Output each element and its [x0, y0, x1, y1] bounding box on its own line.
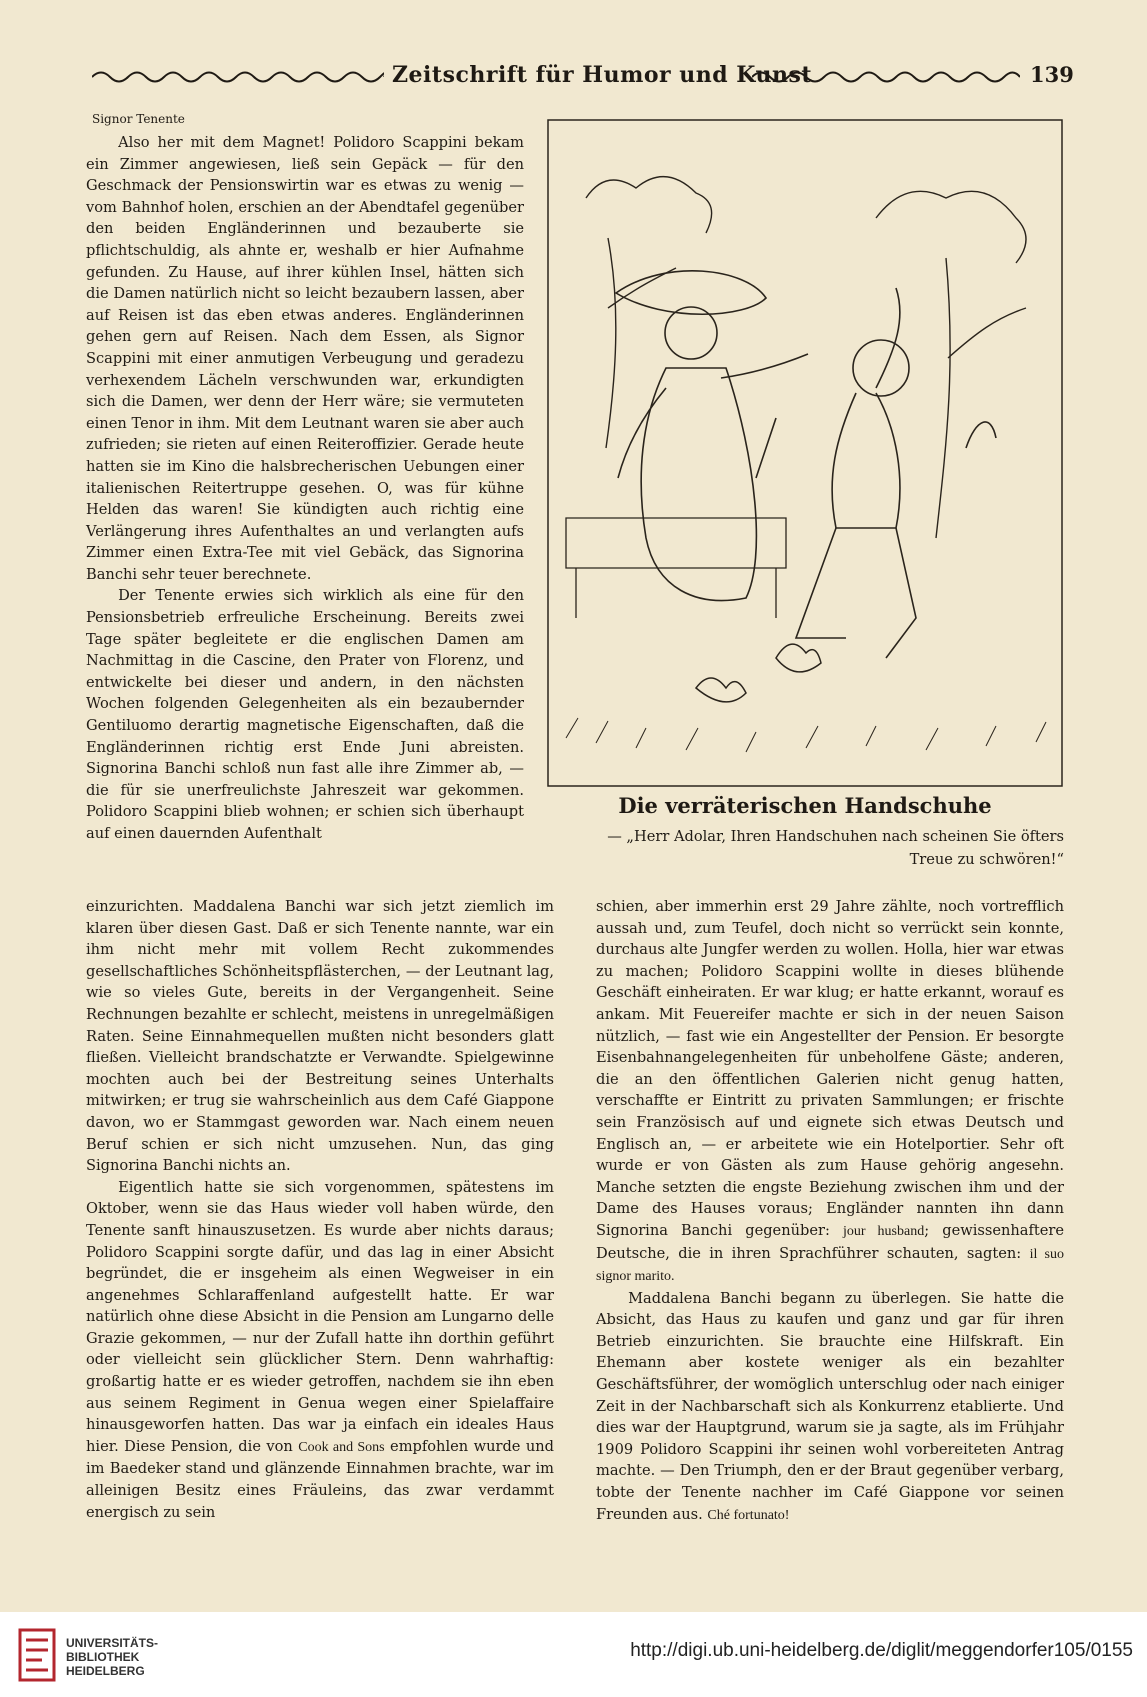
text-column-lower-right	[596, 896, 1064, 1526]
gloves-on-ground	[696, 644, 821, 702]
paragraph	[596, 896, 1064, 1288]
library-logo-icon	[14, 1626, 60, 1684]
grass-hatching	[566, 718, 1046, 752]
latin-phrase: Cook and Sons	[298, 1439, 385, 1455]
paragraph: einzurichten. Maddalena Banchi war sich jetzt ziemlich im klaren über diesen Gast. Daß er sich Tenente nannte, war ein ihm nicht mehr mit vollem Recht zukommendes gesellschaftliches Schönheitspflästerchen, — der Leutnant lag, wie so vieles Gute, bereits in der Vergangenheit. Seine Rechnungen bezahlte er schlecht, meistens in unregelmäßigen Raten. Seine Einnahmequellen mußten nicht besonders glatt fließen. Vielleicht brandschatzte er Verwandte. Spielgewinne mochten auch bei der Bestreitung seines Unterhalts mitwirken; er trug sie wahrscheinlich aus dem Café Giappone davon, wo er Stammgast geworden war. Nach einem neuen Beruf schien er sich nicht umzusehen. Nun, das ging Signorina Banchi nichts an.	[86, 898, 554, 1175]
journal-title: Zeitschrift für Humor und Kunst	[392, 62, 812, 88]
scroll-ornament-right	[752, 68, 1020, 86]
illustration-title: Die verräterischen Handschuhe	[618, 793, 992, 818]
text-column-left	[86, 132, 524, 845]
paragraph	[596, 1288, 1064, 1527]
kneeling-man-figure	[756, 288, 996, 658]
running-header	[92, 62, 1072, 94]
paragraph-text: ; gewissenhaftere Deutsche, die in ihren Sprachführer schauten, sagten:	[596, 1221, 1065, 1262]
library-name-line: BIBLIOTHEK	[66, 1650, 140, 1664]
digitization-footer	[0, 1612, 1147, 1697]
paragraph-text: Eigentlich hatte sie sich vorgenommen, spätestens im Oktober, wenn sie das Haus wieder voll haben würde, den Tenente sanft hinauszusetzen. Es wurde aber nichts daraus; Polidoro Scappini sorgte dafür, und das lag in einer Absicht begründet, die er insgeheim als einen Wegweiser in ein angenehmes Schlaraffenland aufgestellt hatte. Er war natürlich ohne diese Absicht in die Pension am Lungarno delle Grazie gekommen, — nur der Zufall hatte ihn dorthin geführt oder vielleicht sein glücklicher Stern. Denn wahrhaftig: großartig hatte er es wieder getroffen, nachdem sie ihn eben aus seinem Regiment in Genua wegen einer Spielaffaire hinausgeworfen hatten. Das war ja einfach ein ideales Haus hier. Diese Pension, die von	[86, 1178, 554, 1455]
paragraph-text: empfohlen wurde und im Baedeker stand und glänzende Einnahmen brachte, war im alleinigen Besitz eines Fräuleins, das zwar verdammt energisch zu sein	[86, 1437, 555, 1521]
running-kicker: Signor Tenente	[92, 112, 185, 126]
paragraph-text: Maddalena Banchi begann zu überlegen. Sie hatte die Absicht, das Haus zu kaufen und ganz und gar für ihren Betrieb einzurichten. Sie brauchte eine Hilfskraft. Ein Ehemann aber kostete weniger als ein bezahlter Geschäftsführer, der womöglich unterschlug oder nach einiger Zeit in der Nachbarschaft sich als Konkurrenz etablierte. Und dies war der Hauptgrund, warum sie ja sagte, als im Frühjahr 1909 Polidoro Scappini ihr seinen wohl vorbereiteten Antrag machte. — Den Triumph, den er der Braut gegenüber verbarg, tobte der Tenente nachher im Café Giappone vor seinen Freunden aus.	[596, 1289, 1064, 1523]
page-number: 139	[1030, 62, 1074, 87]
library-name-line: UNIVERSITÄTS-	[66, 1636, 159, 1650]
paragraph: Also her mit dem Magnet! Polidoro Scappini bekam ein Zimmer angewiesen, ließ sein Gepäck — für den Geschmack der Pensionswirtin war es etwas zu wenig — vom Bahnhof holen, erschien an der Abendtafel gegenüber den beiden Engländerinnen und bezauberte sie pflichtschuldig, als ahnte er, weshalb er hier Aufnahme gefunden. Zu Hause, auf ihrer kühlen Insel, hätten sich die Damen natürlich nicht so leicht bezaubern lassen, aber auf Reisen ist das eben etwas anderes. Engländerinnen gehen gern auf Reisen. Nach dem Essen, als Signor Scappini mit einer anmutigen Verbeugung und geradezu verhexendem Lächeln verschwunden war, erkundigten sich die Damen, wer denn der Herr wäre; sie vermuteten einen Tenor in ihm. Mit dem Leutnant waren sie aber auch zufrieden; sie rieten auf einen Reiteroffizier. Gerade heute hatten sie im Kino die halsbrecherischen Uebungen einer italienischen Reitertruppe gesehen. O, was für kühne Helden das waren! Sie kündigten auch richtig eine Verlängerung ihres Aufenthaltes an und verlangten aufs Zimmer einen Extra-Tee mit viel Gebäck, das Signorina Banchi sehr teuer berechnete.	[86, 134, 524, 583]
paragraph	[86, 1177, 554, 1524]
illustration-caption: — „Herr Adolar, Ihren Handschuhen nach scheinen Sie öfters Treue zu schwören!“	[607, 828, 1064, 868]
woman-figure	[616, 271, 808, 601]
latin-phrase: Ché fortunato!	[707, 1507, 790, 1523]
latin-phrase: il suo signor marito.	[596, 1246, 1064, 1285]
latin-phrase: jour husband	[843, 1223, 925, 1239]
paragraph-text: schien, aber immerhin erst 29 Jahre zählte, noch vortrefflich aussah und, zum Teufel, doch nicht so verrückt sein konnte, durchaus alte Jungfer werden zu wollen. Holla, hier war etwas zu machen; Polidoro Scappini wollte in dieses blühende Geschäft einheiraten. Er war klug; er hatte erkannt, worauf es ankam. Mit Feuereifer machte er sich in der neuen Saison nützlich, — fast wie ein Angestellter der Pension. Er besorgte Eisenbahnangelegenheiten für unbeholfene Gäste; anderen, die an den öffentlichen Galerien nicht genug hatten, verschaffte er Eintritt zu privaten Sammlungen; er frischte sein Französisch auf und eignete sich etwas Deutsch und Englisch an, — er arbeitete wie ein Hotelportier. Sehr oft wurde er von Gästen als zum Hause gehörig angesehn. Manche setzten die engste Beziehung zwischen ihm und der Dame des Hauses voraus; Engländer nannten ihn dann Signorina Banchi gegenüber:	[596, 898, 1064, 1239]
cartoon-illustration	[546, 118, 1064, 788]
library-name-line: HEIDELBERG	[66, 1664, 145, 1678]
paragraph: Der Tenente erwies sich wirklich als eine für den Pensionsbetrieb erfreuliche Erscheinung. Bereits zwei Tage später begleitete er die englischen Damen am Nachmittag in die Cascine, den Prater von Florenz, und entwickelte bei dieser und andern, in den nächsten Wochen folgenden Gelegenheiten als ein bezaubernder Gentiluomo derartig magnetische Eigenschaften, daß die Engländerinnen richtig erst Ende Juni abreisten. Signorina Banchi schloß nun fast alle ihre Zimmer ab, — die für sie unerfreulichste Jahreszeit war gekommen. Polidoro Scappini blieb wohnen; er schien sich überhaupt auf einen dauernden Aufenthalt	[86, 587, 524, 842]
trees	[586, 177, 1026, 538]
library-name	[66, 1636, 158, 1678]
source-url-link[interactable]: http://digi.ub.uni-heidelberg.de/diglit/meggendorfer105/0155	[630, 1640, 1133, 1661]
bench	[566, 518, 786, 618]
scroll-ornament-left	[92, 68, 384, 86]
text-column-lower-left	[86, 896, 554, 1523]
